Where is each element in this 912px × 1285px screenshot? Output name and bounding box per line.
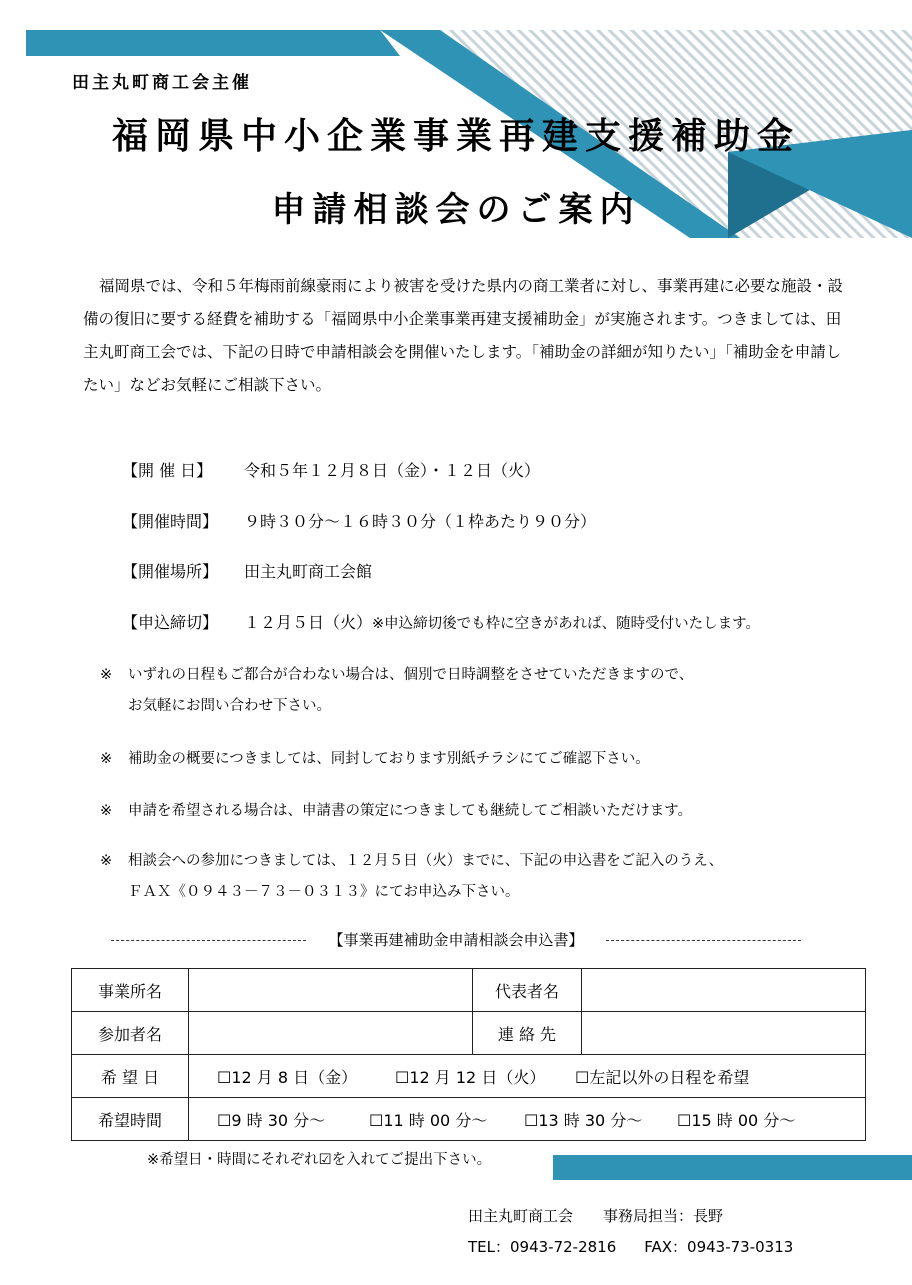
detail-deadline [122, 610, 760, 633]
table-row [72, 969, 866, 1012]
participant-label: 参加者名 [72, 1012, 189, 1055]
table-row [72, 1012, 866, 1055]
detail-place-value: 田主丸町商工会館 [244, 562, 373, 581]
intro-paragraph: 福岡県では、令和５年梅雨前線豪雨により被害を受けた県内の商工業者に対し、事業再建に必要な施設・設備の復旧に要する経費を補助する「福岡県中小企業事業再建支援補助金」が実施されます。つきましては、田主丸町商工会では、下記の日時で申請相談会を開催いたします。「補助金の詳細が知りたい」「補助金を申請したい」などお気軽にご相談下さい。 [83, 277, 844, 394]
time-option-checkbox[interactable]: ☐13 時 30 分～ [524, 1110, 643, 1130]
contact-org: 田主丸町商工会 [468, 1207, 574, 1225]
contact-field[interactable] [581, 1012, 865, 1055]
contact-line-2 [468, 1236, 793, 1257]
contact-line-1 [468, 1205, 723, 1226]
dashed-divider [606, 940, 801, 941]
page-subtitle: 申請相談会のご案内 [271, 190, 641, 230]
preferred-date-options [189, 1055, 866, 1098]
representative-label: 代表者名 [472, 969, 581, 1012]
table-row [72, 1098, 866, 1141]
form-title-row [0, 929, 912, 950]
note-mark: ※ [100, 751, 113, 767]
form-footnote: ※希望日・時間にそれぞれ☑を入れてご提出下さい。 [147, 1152, 492, 1168]
date-option-checkbox[interactable]: ☐12 月 8 日（金） [217, 1067, 358, 1087]
note-item [100, 744, 860, 775]
accent-bar-bottom [553, 1155, 912, 1180]
table-row [72, 1055, 866, 1098]
preferred-date-label: 希 望 日 [72, 1055, 189, 1098]
detail-time [122, 509, 596, 532]
note-mark: ※ [100, 667, 113, 683]
note-item [100, 796, 860, 827]
detail-place [122, 559, 372, 582]
preferred-time-label: 希望時間 [72, 1098, 189, 1141]
detail-deadline-value: １２月５日（火） [244, 613, 373, 632]
note-text: いずれの日程もご都合が合わない場合は、個別で日時調整をさせていただきますので、 [128, 667, 694, 683]
note-mark: ※ [100, 803, 113, 819]
detail-date-value: 令和５年１２月８日（金）・１２日（火） [244, 461, 541, 480]
business-name-field[interactable] [189, 969, 473, 1012]
date-option-checkbox[interactable]: ☐左記以外の日程を希望 [575, 1067, 750, 1087]
application-form-table [71, 968, 866, 1141]
form-title: 【事業再建補助金申請相談会申込書】 [328, 931, 584, 949]
contact-label: 連 絡 先 [472, 1012, 581, 1055]
preferred-time-options [189, 1098, 866, 1141]
organizer-label: 田主丸町商工会主催 [72, 73, 252, 93]
date-option-checkbox[interactable]: ☐12 月 12 日（火） [395, 1067, 546, 1087]
detail-date [122, 458, 540, 481]
representative-field[interactable] [581, 969, 865, 1012]
accent-band-top [26, 30, 400, 56]
detail-place-label: 【開催場所】 [122, 562, 219, 581]
note-text: 申請を希望される場合は、申請書の策定につきましても継続してご相談いただけます。 [128, 803, 693, 819]
note-item [100, 660, 860, 722]
note-text: 相談会への参加につきましては、１２月５日（火）までに、下記の申込書をご記入のうえ、 [128, 853, 724, 869]
contact-staff: 事務局担当：長野 [603, 1207, 724, 1225]
note-mark: ※ [100, 853, 113, 869]
detail-deadline-note: ※申込締切後でも枠に空きがあれば、随時受付いたします。 [372, 616, 761, 632]
note-item [100, 846, 860, 908]
detail-deadline-label: 【申込締切】 [122, 613, 219, 632]
note-text: 補助金の概要につきましては、同封しております別紙チラシにてご確認下さい。 [128, 751, 650, 767]
note-text-continued: お気軽にお問い合わせ下さい。 [128, 698, 331, 714]
time-option-checkbox[interactable]: ☐11 時 00 分～ [369, 1110, 488, 1130]
detail-time-value: ９時３０分～１６時３０分（１枠あたり９０分） [244, 512, 597, 531]
contact-fax: FAX：0943-73-0313 [644, 1238, 794, 1256]
time-option-checkbox[interactable]: ☐9 時 30 分～ [217, 1110, 326, 1130]
detail-time-label: 【開催時間】 [122, 512, 219, 531]
dashed-divider [111, 940, 306, 941]
time-option-checkbox[interactable]: ☐15 時 00 分～ [677, 1110, 796, 1130]
note-text-continued: ＦＡＸ《０９４３－７３－０３１３》にてお申込み下さい。 [128, 884, 520, 900]
page-title: 福岡県中小企業事業再建支援補助金 [111, 116, 800, 157]
detail-date-label: 【開 催 日】 [122, 461, 213, 480]
business-name-label: 事業所名 [72, 969, 189, 1012]
intro-section [83, 270, 843, 402]
contact-tel: TEL：0943-72-2816 [468, 1238, 617, 1256]
participant-field[interactable] [189, 1012, 473, 1055]
